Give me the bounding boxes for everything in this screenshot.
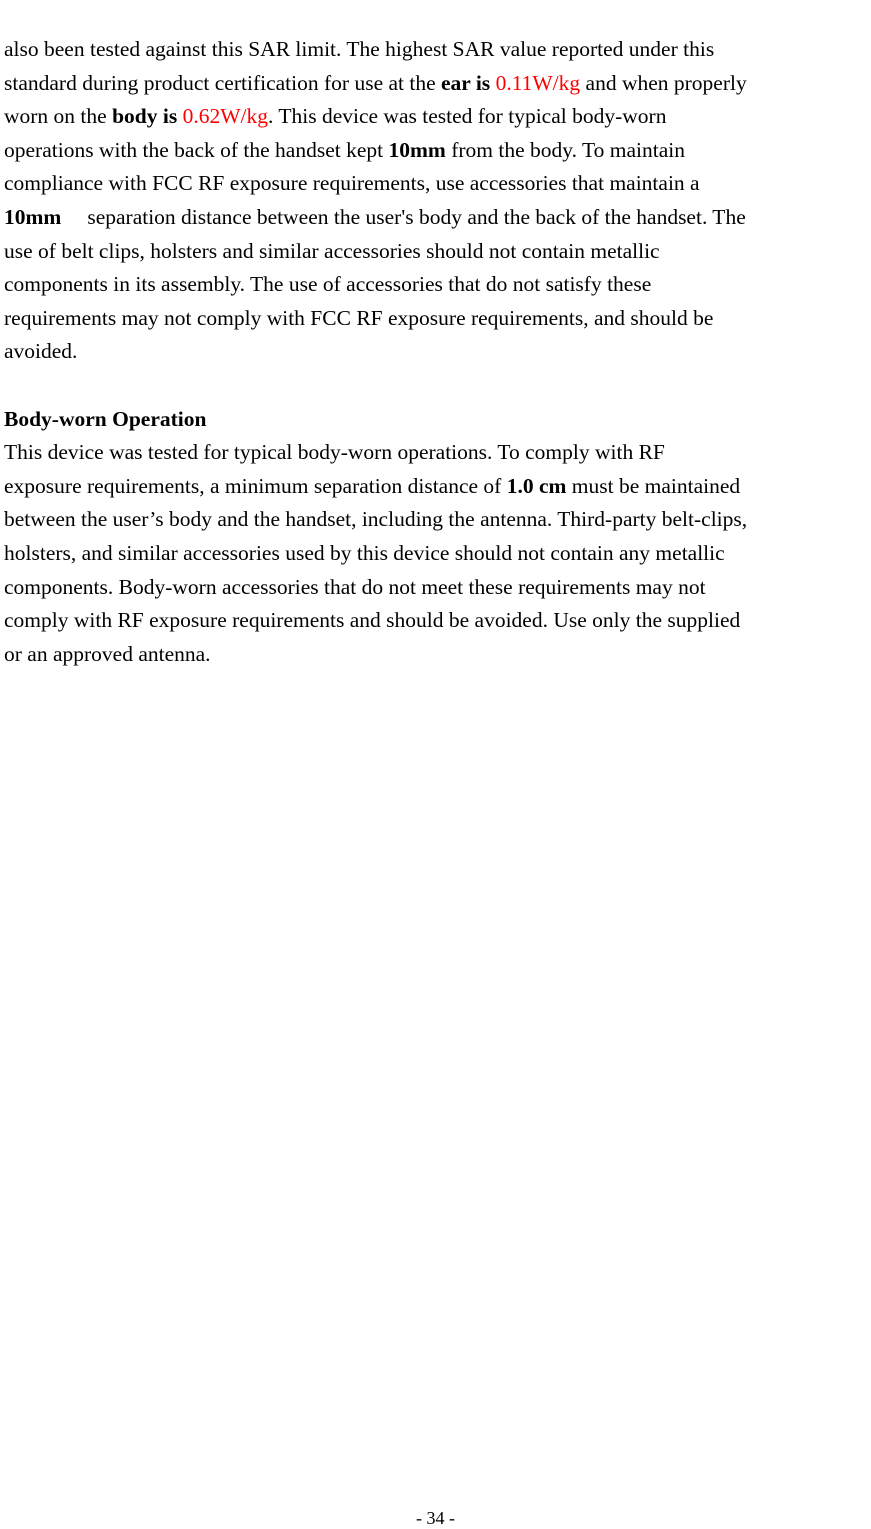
text-line: between the user’s body and the handset, including the antenna. Third-party belt-clips, xyxy=(4,507,748,532)
text-line xyxy=(4,134,870,168)
text-span: and when properly xyxy=(580,70,747,95)
body-label: body is xyxy=(112,104,178,129)
text-span: standard during product certification for use at the xyxy=(4,70,442,95)
text-line: components in its assembly. The use of accessories that do not satisfy these xyxy=(4,272,652,297)
text-line: also been tested against this SAR limit. The highest SAR value reported under this xyxy=(4,37,715,61)
text-line xyxy=(4,67,870,101)
text-line xyxy=(4,470,870,504)
distance-value: 10mm xyxy=(388,137,446,162)
text-span: separation distance between the user's body and the back of the handset. The xyxy=(87,204,746,229)
text-line: or an approved antenna. xyxy=(4,641,211,666)
distance-value: 1.0 cm xyxy=(506,473,567,498)
sar-paragraph xyxy=(4,33,870,369)
text-line: This device was tested for typical body-worn operations. To comply with RF xyxy=(4,440,665,465)
text-span: operations with the back of the handset kept xyxy=(4,137,389,162)
text-line: holsters, and similar accessories used by this device should not contain any metallic xyxy=(4,540,725,565)
document-body xyxy=(4,33,870,671)
text-line xyxy=(4,100,870,134)
text-line: comply with RF exposure requirements and should be avoided. Use only the supplied xyxy=(4,608,741,633)
text-span: . This device was tested for typical body-worn xyxy=(268,104,667,129)
text-line xyxy=(4,201,870,235)
text-line: use of belt clips, holsters and similar accessories should not contain metallic xyxy=(4,238,660,263)
ear-sar-value: 0.11W/kg xyxy=(495,70,581,95)
body-sar-value: 0.62W/kg xyxy=(182,104,268,129)
text-line: avoided. xyxy=(4,339,78,364)
paragraph-spacer xyxy=(4,369,870,403)
section-heading: Body-worn Operation xyxy=(4,406,207,431)
text-span: must be maintained xyxy=(566,473,741,498)
page-number: - 34 - xyxy=(416,1508,455,1528)
distance-value: 10mm xyxy=(4,204,62,229)
text-span: from the body. To maintain xyxy=(445,137,685,162)
text-span: exposure requirements, a minimum separation distance of xyxy=(4,473,507,498)
ear-label: ear is xyxy=(441,70,491,95)
text-line: requirements may not comply with FCC RF exposure requirements, and should be xyxy=(4,305,714,330)
text-line: components. Body-worn accessories that do not meet these requirements may not xyxy=(4,574,706,599)
body-worn-section xyxy=(4,403,870,672)
text-line: compliance with FCC RF exposure requirements, use accessories that maintain a xyxy=(4,171,700,196)
text-span: worn on the xyxy=(4,104,113,129)
